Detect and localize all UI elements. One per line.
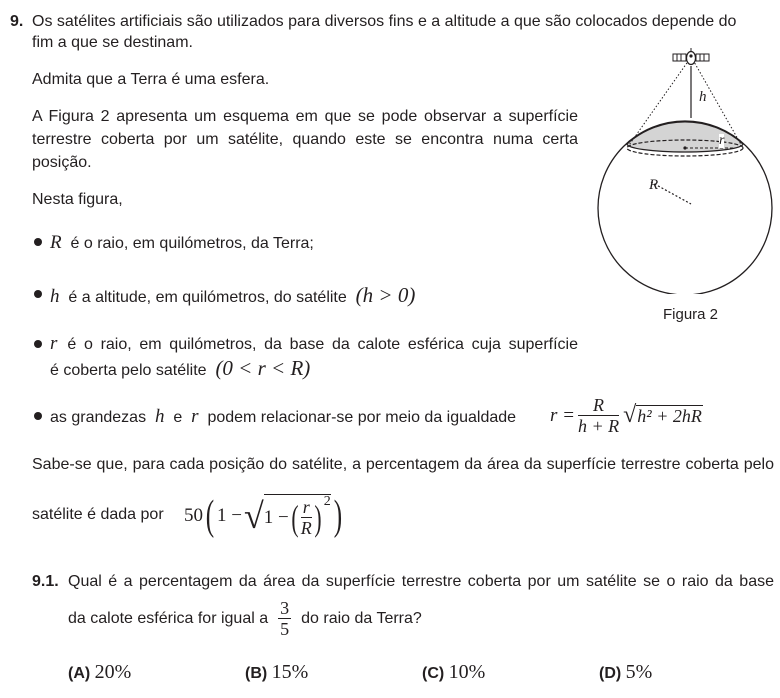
bullet-dot-3 xyxy=(34,340,42,348)
subquestion-frac-den: 5 xyxy=(280,619,290,639)
figure-label-h: h xyxy=(699,89,707,105)
figure-desc-line-2-text: terrestre coberta por um satélite, quando este se encontra numa certa xyxy=(32,131,578,148)
bullet-3-condition: (0 < r < R) xyxy=(215,356,311,380)
option-b[interactable] xyxy=(245,661,308,684)
bullet-3-var: r xyxy=(50,333,58,354)
coverage-formula xyxy=(184,494,345,538)
relation-root: h² + 2hR xyxy=(637,405,702,426)
figure-desc-line-1-text: A Figura 2 apresenta um esquema em que se pode observar a superfície xyxy=(32,108,578,125)
subquestion-line-2 xyxy=(68,598,422,639)
big-paren-left: ( xyxy=(205,493,215,539)
big-paren-right: ) xyxy=(333,493,342,539)
bullet-dot-4 xyxy=(34,412,42,420)
bullet-2-condition: (h > 0) xyxy=(355,283,416,307)
option-a[interactable] xyxy=(68,661,131,684)
formula-exponent: 2 xyxy=(323,493,331,509)
bullet-1-var: R xyxy=(50,232,62,253)
bullet-4-intro: as grandezas xyxy=(50,409,147,426)
formula-one-minus: 1 − xyxy=(217,505,242,526)
known-line-1-text: Sabe-se que, para cada posição do satélite, a percentagem da área da superfície terrestre coberta pelo xyxy=(32,456,774,473)
option-c-letter: (C) xyxy=(422,665,445,682)
intro-line-1: Os satélites artificiais são utilizados para diversos fins e a altitude a que são colocados depende do xyxy=(32,13,737,30)
satellite-icon xyxy=(673,48,709,65)
relation-lhs: r = xyxy=(550,404,575,426)
relation-fraction xyxy=(578,395,619,436)
option-d-value: 5% xyxy=(625,661,653,683)
bullet-4-rest: podem relacionar-se por meio da igualdade xyxy=(207,409,517,426)
figure-caption: Figura 2 xyxy=(663,306,719,323)
subquestion-fraction xyxy=(278,598,291,639)
paren-left: ( xyxy=(291,497,299,538)
option-d[interactable] xyxy=(599,661,652,684)
relation-frac-num: R xyxy=(578,395,619,416)
bullet-3-line-2 xyxy=(50,356,310,381)
bullet-3-text-2: é coberta pelo satélite xyxy=(50,362,207,379)
intro-line-2: fim a que se destinam. xyxy=(32,34,193,51)
bullet-3-line-1 xyxy=(50,333,578,355)
subquestion-line-2-a: da calote esférica for igual a xyxy=(68,609,269,627)
known-line-2: satélite é dada por xyxy=(32,506,164,523)
bullet-dot-1 xyxy=(34,238,42,246)
subquestion-frac-num: 3 xyxy=(280,598,290,618)
option-a-letter: (A) xyxy=(68,665,91,682)
figure-label-r: r xyxy=(719,133,725,148)
figure-label-R: R xyxy=(649,177,659,193)
formula-radicand xyxy=(264,494,331,538)
formula-inner: 1 − xyxy=(263,506,289,528)
formula-sqrt-symbol: √ xyxy=(243,496,264,536)
bullet-4-text xyxy=(50,406,516,428)
subquestion-line-2-b: do raio da Terra? xyxy=(301,609,422,627)
option-c[interactable] xyxy=(422,661,485,684)
formula-fraction xyxy=(301,497,312,538)
bullet-2-var: h xyxy=(50,286,60,307)
figure-desc-line-2 xyxy=(32,131,578,149)
bullet-3-text-1: é o raio, em quilómetros, da base da calote esférica cuja superfície xyxy=(67,336,578,353)
bullet-1-text: é o raio, em quilómetros, da Terra; xyxy=(70,235,314,252)
figure-2-diagram xyxy=(596,44,776,294)
figure-desc-line-1 xyxy=(32,108,578,126)
option-c-value: 10% xyxy=(448,661,486,683)
bullet-4-h: h xyxy=(154,406,165,427)
bullet-4-e: e xyxy=(173,409,183,426)
known-line-1 xyxy=(32,456,774,474)
bullet-2 xyxy=(50,283,415,308)
question-number: 9. xyxy=(10,13,24,30)
subquestion-line-1-text: Qual é a percentagem da área da superfície terrestre coberta por um satélite se o raio da base xyxy=(68,573,774,590)
option-b-letter: (B) xyxy=(245,665,268,682)
earth-sphere-text: Admita que a Terra é uma esfera. xyxy=(32,71,270,88)
relation-frac-den: h + R xyxy=(577,416,620,436)
formula-frac-num: r xyxy=(302,497,310,517)
paren-right: ) xyxy=(314,497,322,538)
option-a-value: 20% xyxy=(94,661,132,683)
relation-formula xyxy=(550,395,703,436)
subquestion-number: 9.1. xyxy=(32,573,59,590)
figure-desc-line-3: posição. xyxy=(32,154,92,171)
bullet-dot-2 xyxy=(34,290,42,298)
sqrt-symbol: √ xyxy=(623,402,637,428)
bullet-1 xyxy=(50,232,314,254)
bullet-2-text: é a altitude, em quilómetros, do satélite xyxy=(68,289,347,306)
bullet-4-r: r xyxy=(191,406,199,427)
option-b-value: 15% xyxy=(271,661,309,683)
option-d-letter: (D) xyxy=(599,665,622,682)
in-figure-text: Nesta figura, xyxy=(32,191,123,208)
subquestion-line-1 xyxy=(68,573,774,591)
formula-coef: 50 xyxy=(184,505,203,526)
formula-frac-den: R xyxy=(300,518,312,538)
cap-center xyxy=(683,146,686,149)
